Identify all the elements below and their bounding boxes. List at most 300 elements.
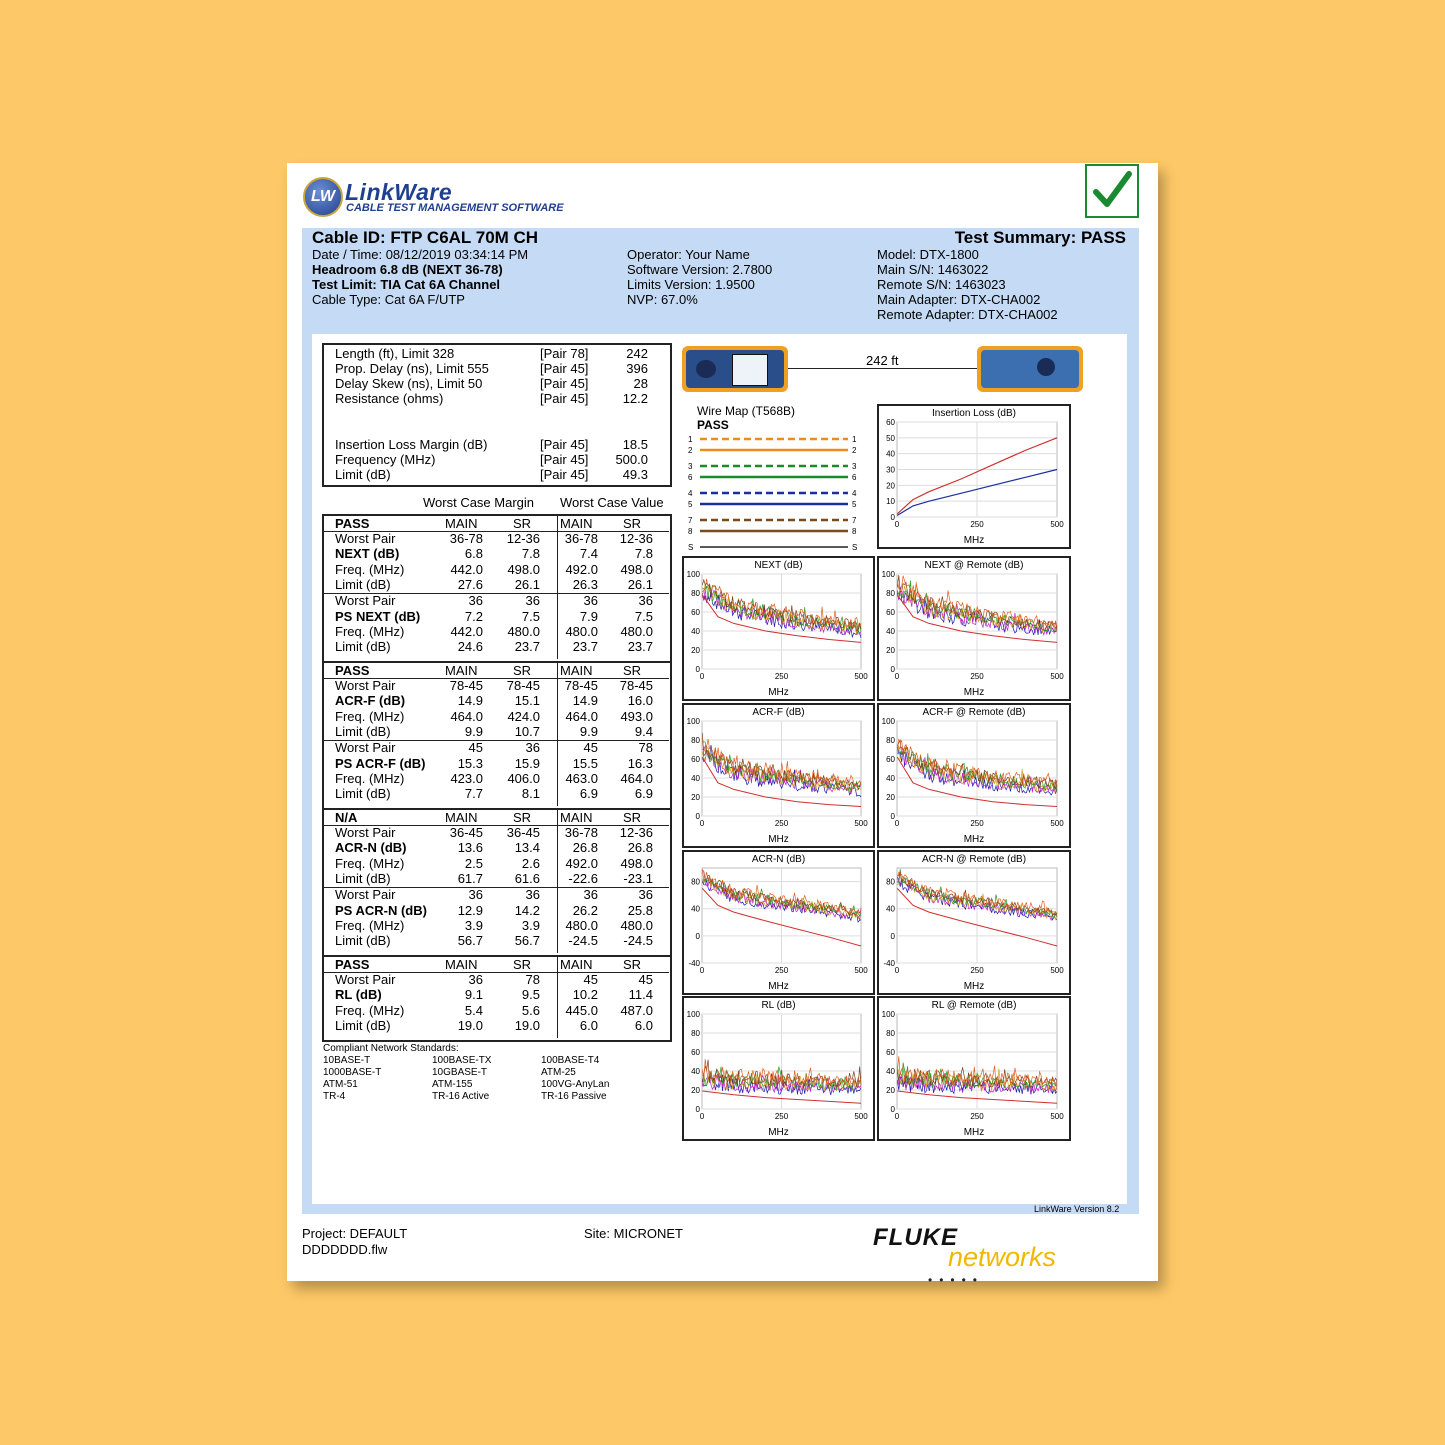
cell-value: -23.1	[623, 870, 653, 886]
summary-value: 500.0	[615, 452, 648, 467]
standard-item: 10BASE-T	[323, 1055, 371, 1066]
cell-value: 9.9	[579, 723, 598, 739]
y-tick-label: 40	[691, 904, 700, 914]
table-status: PASS	[335, 957, 370, 972]
pin-label: S	[688, 543, 694, 552]
x-tick-label: 250	[774, 966, 789, 975]
column-header: MAIN	[445, 957, 478, 972]
pin-label: 5	[688, 500, 693, 509]
cell-value: 9.5	[521, 987, 540, 1003]
row-label: Freq. (MHz)	[335, 770, 405, 786]
row-label: Worst Pair	[335, 678, 396, 693]
summary-value: 49.3	[622, 467, 648, 482]
y-tick-label: 80	[691, 736, 700, 745]
cell-value: 480.0	[620, 917, 653, 933]
x-tick-label: 250	[970, 1112, 984, 1121]
y-tick-label: 80	[691, 877, 700, 887]
row-label: Limit (dB)	[335, 576, 391, 592]
cell-value: 12.9	[457, 902, 483, 918]
y-tick-label: 0	[890, 513, 895, 522]
row-label: RL (dB)	[335, 987, 382, 1003]
row-label: Freq. (MHz)	[335, 561, 405, 577]
pin-label: 6	[688, 473, 693, 482]
y-tick-label: 10	[886, 497, 895, 507]
y-tick-label: 60	[691, 608, 700, 617]
y-tick-label: -40	[883, 959, 895, 968]
cell-value: 9.4	[634, 723, 653, 739]
chart-title: ACR-F (dB)	[752, 707, 805, 718]
pin-label: 4	[688, 489, 693, 498]
cell-value: 493.0	[620, 708, 653, 724]
y-tick-label: 60	[886, 608, 895, 617]
cell-value: 498.0	[620, 561, 653, 577]
cell-value: 6.9	[579, 786, 598, 802]
column-header: SR	[513, 810, 532, 825]
cable-length: 242 ft	[866, 353, 899, 368]
model: Model: DTX-1800	[877, 247, 979, 262]
cell-value: 463.0	[565, 770, 598, 786]
row-label: Limit (dB)	[335, 723, 391, 739]
y-tick-label: 40	[886, 774, 895, 783]
cell-value: 78-45	[619, 678, 653, 693]
y-tick-label: 0	[890, 812, 895, 821]
row-label: Freq. (MHz)	[335, 708, 405, 724]
cell-value: 7.5	[634, 608, 653, 624]
x-tick-label: 0	[699, 819, 705, 828]
fluke-dots-icon: •••••	[928, 1273, 985, 1287]
x-tick-label: 500	[1050, 966, 1064, 975]
remote-sn: Remote S/N: 1463023	[877, 277, 1006, 292]
chart-xlabel: MHz	[963, 687, 985, 698]
pin-label: 1	[688, 435, 693, 444]
column-header: SR	[623, 957, 642, 972]
y-tick-label: 80	[691, 1029, 700, 1038]
pin-label: 6	[852, 473, 857, 482]
cell-value: 9.9	[464, 723, 483, 739]
table-status: N/A	[335, 810, 358, 825]
linkware-logo-icon: LW	[303, 177, 343, 217]
x-tick-label: 250	[970, 672, 984, 681]
row-label: Worst Pair	[335, 825, 396, 840]
summary-label: Resistance (ohms)	[335, 391, 444, 406]
pin-label: 5	[852, 500, 857, 509]
cell-value: 61.6	[514, 870, 540, 886]
chart-xlabel: MHz	[963, 535, 985, 546]
cell-value: 442.0	[450, 561, 483, 577]
x-tick-label: 0	[894, 819, 900, 828]
row-label: Limit (dB)	[335, 1017, 391, 1033]
cell-value: 445.0	[565, 1002, 598, 1018]
cell-value: 7.2	[464, 608, 483, 624]
column-header: MAIN	[445, 663, 478, 678]
y-tick-label: 80	[886, 1029, 895, 1038]
cell-value: 16.3	[627, 755, 653, 771]
y-tick-label: 0	[695, 931, 700, 941]
y-tick-label: 40	[691, 1067, 700, 1076]
chart-xlabel: MHz	[963, 834, 985, 845]
chart-svg	[879, 852, 1069, 993]
x-tick-label: 500	[1050, 520, 1064, 529]
pass-check-icon	[1085, 164, 1139, 218]
cell-value: 26.1	[514, 576, 540, 592]
chart-svg	[879, 558, 1069, 699]
cell-value: 423.0	[450, 770, 483, 786]
chart-svg	[879, 705, 1069, 846]
cell-value: 19.0	[514, 1017, 540, 1033]
y-tick-label: 100	[686, 570, 700, 579]
standard-item: ATM-51	[323, 1079, 358, 1090]
x-tick-label: 0	[699, 672, 705, 681]
nvp: NVP: 67.0%	[627, 292, 698, 307]
row-label: Freq. (MHz)	[335, 855, 405, 871]
cell-value: 8.1	[521, 786, 540, 802]
cell-value: 27.6	[457, 576, 483, 592]
cell-value: 56.7	[514, 933, 540, 949]
y-tick-label: 80	[886, 589, 895, 598]
worst-case-value-label: Worst Case Value	[560, 495, 664, 510]
column-header: MAIN	[560, 516, 593, 531]
y-tick-label: 100	[881, 717, 895, 726]
x-tick-label: 0	[699, 966, 705, 975]
cell-value: 7.7	[464, 786, 483, 802]
date-time: Date / Time: 08/12/2019 03:34:14 PM	[312, 247, 529, 262]
cell-value: 13.4	[514, 840, 540, 856]
y-tick-label: 60	[886, 1048, 895, 1057]
standard-item: TR-16 Active	[432, 1091, 490, 1102]
cell-value: 6.0	[579, 1017, 598, 1033]
row-label: Limit (dB)	[335, 870, 391, 886]
cable-type: Cable Type: Cat 6A F/UTP	[312, 292, 465, 307]
y-tick-label: 20	[691, 1086, 700, 1095]
y-tick-label: 0	[695, 1105, 700, 1114]
cell-value: 2.6	[521, 855, 540, 871]
wiremap-title: Wire Map (T568B)	[697, 404, 796, 418]
limits-version: Limits Version: 1.9500	[627, 277, 755, 292]
cell-value: 36	[583, 887, 598, 903]
cell-value: 480.0	[620, 623, 653, 639]
chart-svg	[684, 852, 873, 993]
chart-title: RL (dB)	[761, 1000, 796, 1011]
column-header: MAIN	[560, 957, 593, 972]
standard-item: 100VG-AnyLan	[541, 1079, 610, 1090]
summary-value: 18.5	[622, 437, 648, 452]
x-tick-label: 250	[970, 520, 984, 529]
pin-label: 8	[852, 527, 857, 536]
cell-value: 45	[638, 972, 653, 987]
cell-value: 7.9	[579, 608, 598, 624]
row-label: PS ACR-F (dB)	[335, 755, 426, 771]
cell-value: 26.8	[572, 840, 598, 856]
cell-value: 5.4	[464, 1002, 483, 1018]
cell-value: 424.0	[507, 708, 540, 724]
y-tick-label: 40	[886, 449, 895, 459]
y-tick-label: 20	[691, 646, 700, 655]
cell-value: 480.0	[565, 917, 598, 933]
y-tick-label: 40	[886, 627, 895, 636]
summary-label: Length (ft), Limit 328	[335, 346, 455, 361]
cell-value: 480.0	[565, 623, 598, 639]
pin-label: 8	[688, 527, 693, 536]
software-version: Software Version: 2.7800	[627, 262, 773, 277]
row-label: PS NEXT (dB)	[335, 608, 421, 624]
chart-insertion-loss	[877, 404, 1071, 549]
y-tick-label: 40	[886, 1067, 895, 1076]
table-status: PASS	[335, 663, 370, 678]
column-header: MAIN	[445, 516, 478, 531]
column-header: SR	[513, 663, 532, 678]
chart-title: Insertion Loss (dB)	[932, 408, 1016, 419]
chart-svg	[879, 998, 1069, 1139]
standards-title: Compliant Network Standards:	[323, 1043, 459, 1054]
cell-value: 15.3	[457, 755, 483, 771]
cell-value: 10.7	[514, 723, 540, 739]
brand-tagline: CABLE TEST MANAGEMENT SOFTWARE	[346, 202, 564, 214]
chart-measurement	[877, 996, 1071, 1141]
chart-svg	[684, 705, 873, 846]
cell-value: 464.0	[565, 708, 598, 724]
chart-xlabel: MHz	[768, 687, 789, 698]
standard-item: 1000BASE-T	[323, 1067, 382, 1078]
summary-pair: [Pair 45]	[540, 376, 589, 391]
cable-id: Cable ID: FTP C6AL 70M CH	[312, 228, 539, 247]
cell-value: 56.7	[457, 933, 483, 949]
summary-pair: [Pair 45]	[540, 467, 589, 482]
column-header: SR	[623, 516, 642, 531]
networks-logo: networks	[948, 1242, 1057, 1272]
row-label: NEXT (dB)	[335, 546, 400, 562]
cell-value: 36	[468, 972, 483, 987]
cell-value: 7.5	[521, 608, 540, 624]
row-label: ACR-N (dB)	[335, 840, 407, 856]
x-tick-label: 500	[1050, 819, 1064, 828]
cell-value: 36	[525, 887, 540, 903]
cell-value: 15.9	[514, 755, 540, 771]
cell-value: 45	[583, 972, 598, 987]
column-header: MAIN	[445, 810, 478, 825]
linkware-version: LinkWare Version 8.2	[1034, 1204, 1120, 1214]
cell-value: 45	[468, 740, 483, 756]
main-adapter: Main Adapter: DTX-CHA002	[877, 292, 1041, 307]
cell-value: 10.2	[572, 987, 598, 1003]
chart-measurement	[877, 703, 1071, 848]
y-tick-label: 20	[691, 793, 700, 802]
cell-value: 2.5	[464, 855, 483, 871]
x-tick-label: 0	[699, 1112, 705, 1121]
row-label: Freq. (MHz)	[335, 623, 405, 639]
cell-value: 6.0	[634, 1017, 653, 1033]
cell-value: 36-78	[564, 825, 598, 840]
y-tick-label: -40	[688, 959, 700, 968]
y-tick-label: 50	[886, 433, 895, 443]
cell-value: 11.4	[628, 987, 653, 1003]
standard-item: 100BASE-T4	[541, 1055, 600, 1066]
pin-label: S	[852, 543, 858, 552]
cell-value: 14.9	[572, 693, 598, 709]
fluke-logo: FLUKE	[873, 1224, 958, 1251]
summary-pair: [Pair 45]	[540, 437, 589, 452]
cell-value: 7.8	[521, 546, 540, 562]
summary-value: 396	[626, 361, 648, 376]
summary-pair: [Pair 45]	[540, 452, 589, 467]
x-tick-label: 500	[854, 966, 868, 975]
site: Site: MICRONET	[584, 1226, 683, 1241]
y-tick-label: 40	[691, 627, 700, 636]
row-label: Freq. (MHz)	[335, 917, 405, 933]
standard-item: TR-4	[323, 1091, 346, 1102]
x-tick-label: 0	[894, 966, 900, 975]
summary-label: Insertion Loss Margin (dB)	[335, 437, 488, 452]
summary-pair: [Pair 45]	[540, 361, 589, 376]
chart-title: RL @ Remote (dB)	[931, 1000, 1017, 1011]
x-tick-label: 500	[1050, 1112, 1064, 1121]
y-tick-label: 20	[886, 1086, 895, 1095]
chart-xlabel: MHz	[768, 1127, 789, 1138]
x-tick-label: 500	[854, 672, 868, 681]
cell-value: 12-36	[619, 531, 653, 546]
y-tick-label: 0	[890, 665, 895, 674]
y-tick-label: 100	[686, 1010, 700, 1019]
cell-value: 36	[468, 887, 483, 903]
file-name: DDDDDDD.flw	[302, 1242, 388, 1257]
y-tick-label: 60	[886, 755, 895, 764]
pin-label: 7	[852, 516, 857, 525]
x-tick-label: 250	[970, 819, 984, 828]
cell-value: 492.0	[565, 855, 598, 871]
main-tester-icon	[682, 346, 788, 392]
cell-value: 36	[638, 593, 653, 609]
cell-value: 36	[583, 593, 598, 609]
worst-case-margin-label: Worst Case Margin	[423, 495, 535, 510]
x-tick-label: 500	[854, 819, 868, 828]
column-header: SR	[623, 663, 642, 678]
chart-measurement	[877, 850, 1071, 995]
y-tick-label: 30	[886, 465, 895, 475]
cell-value: 406.0	[507, 770, 540, 786]
summary-pair: [Pair 45]	[540, 391, 589, 406]
cell-value: 14.9	[457, 693, 483, 709]
pin-label: 4	[852, 489, 857, 498]
table-status: PASS	[335, 516, 370, 531]
y-tick-label: 40	[886, 904, 895, 914]
row-label: Limit (dB)	[335, 639, 391, 655]
chart-xlabel: MHz	[963, 1127, 985, 1138]
cell-value: 23.7	[627, 639, 653, 655]
cell-value: 19.0	[457, 1017, 483, 1033]
chart-title: NEXT @ Remote (dB)	[924, 560, 1024, 571]
cell-value: 487.0	[620, 1002, 653, 1018]
cell-value: 36-45	[449, 825, 483, 840]
cell-value: 78-45	[449, 678, 483, 693]
cell-value: -24.5	[568, 933, 598, 949]
cell-value: 15.5	[572, 755, 598, 771]
cable-line	[788, 368, 978, 369]
summary-label: Delay Skew (ns), Limit 50	[335, 376, 483, 391]
y-tick-label: 0	[695, 665, 700, 674]
row-label: Worst Pair	[335, 887, 396, 903]
cell-value: 26.2	[572, 902, 598, 918]
row-label: ACR-F (dB)	[335, 693, 406, 709]
wiremap-result: PASS	[697, 418, 729, 432]
brand-name: LinkWare	[345, 179, 453, 205]
chart-svg	[684, 998, 873, 1139]
summary-value: 242	[626, 346, 648, 361]
cell-value: 6.9	[634, 786, 653, 802]
row-label: Worst Pair	[335, 972, 396, 987]
chart-measurement	[682, 556, 875, 701]
cell-value: 13.6	[457, 840, 483, 856]
y-tick-label: 0	[890, 1105, 895, 1114]
standard-item: TR-16 Passive	[541, 1091, 607, 1102]
cell-value: 498.0	[620, 855, 653, 871]
cell-value: 3.9	[464, 917, 483, 933]
column-header: SR	[513, 516, 532, 531]
y-tick-label: 20	[886, 481, 895, 491]
x-tick-label: 250	[774, 672, 789, 681]
cell-value: 25.8	[627, 902, 653, 918]
remote-adapter: Remote Adapter: DTX-CHA002	[877, 307, 1058, 322]
x-tick-label: 500	[1050, 672, 1064, 681]
chart-title: ACR-N (dB)	[751, 854, 806, 865]
cell-value: 16.0	[627, 693, 653, 709]
summary-label: Prop. Delay (ns), Limit 555	[335, 361, 489, 376]
standard-item: ATM-155	[432, 1079, 473, 1090]
pin-label: 1	[852, 435, 857, 444]
cell-value: 45	[583, 740, 598, 756]
column-header: MAIN	[560, 810, 593, 825]
chart-measurement	[682, 996, 875, 1141]
y-tick-label: 20	[886, 646, 895, 655]
cell-value: 36	[468, 593, 483, 609]
chart-xlabel: MHz	[768, 981, 789, 992]
x-tick-label: 0	[894, 1112, 900, 1121]
cell-value: 36	[525, 740, 540, 756]
pin-label: 7	[688, 516, 693, 525]
cell-value: -22.6	[568, 870, 598, 886]
summary-label: Limit (dB)	[335, 467, 391, 482]
cell-value: 78-45	[506, 678, 540, 693]
cell-value: 78	[638, 740, 653, 756]
cell-value: 23.7	[572, 639, 598, 655]
x-tick-label: 250	[774, 1112, 789, 1121]
cell-value: 442.0	[450, 623, 483, 639]
cell-value: 36-78	[449, 531, 483, 546]
chart-title: ACR-N @ Remote (dB)	[921, 854, 1027, 865]
standard-item: ATM-25	[541, 1067, 576, 1078]
cell-value: 480.0	[507, 623, 540, 639]
cell-value: 26.3	[572, 576, 598, 592]
cell-value: 36-78	[564, 531, 598, 546]
cell-value: 78-45	[564, 678, 598, 693]
cell-value: 5.6	[521, 1002, 540, 1018]
cell-value: 498.0	[507, 561, 540, 577]
chart-svg	[684, 558, 873, 699]
y-tick-label: 0	[890, 931, 895, 941]
test-limit: Test Limit: TIA Cat 6A Channel	[312, 277, 501, 292]
x-tick-label: 250	[970, 966, 984, 975]
cell-value: 6.8	[464, 546, 483, 562]
y-tick-label: 40	[691, 774, 700, 783]
cell-value: 36	[638, 887, 653, 903]
cell-value: 15.1	[514, 693, 540, 709]
chart-measurement	[877, 556, 1071, 701]
summary-value: 28	[633, 376, 648, 391]
standard-item: 10GBASE-T	[432, 1067, 488, 1078]
cell-value: 12-36	[506, 531, 540, 546]
pin-label: 2	[852, 446, 857, 455]
row-label: Worst Pair	[335, 531, 396, 546]
remote-tester-icon	[977, 346, 1083, 392]
cell-value: 61.7	[457, 870, 483, 886]
